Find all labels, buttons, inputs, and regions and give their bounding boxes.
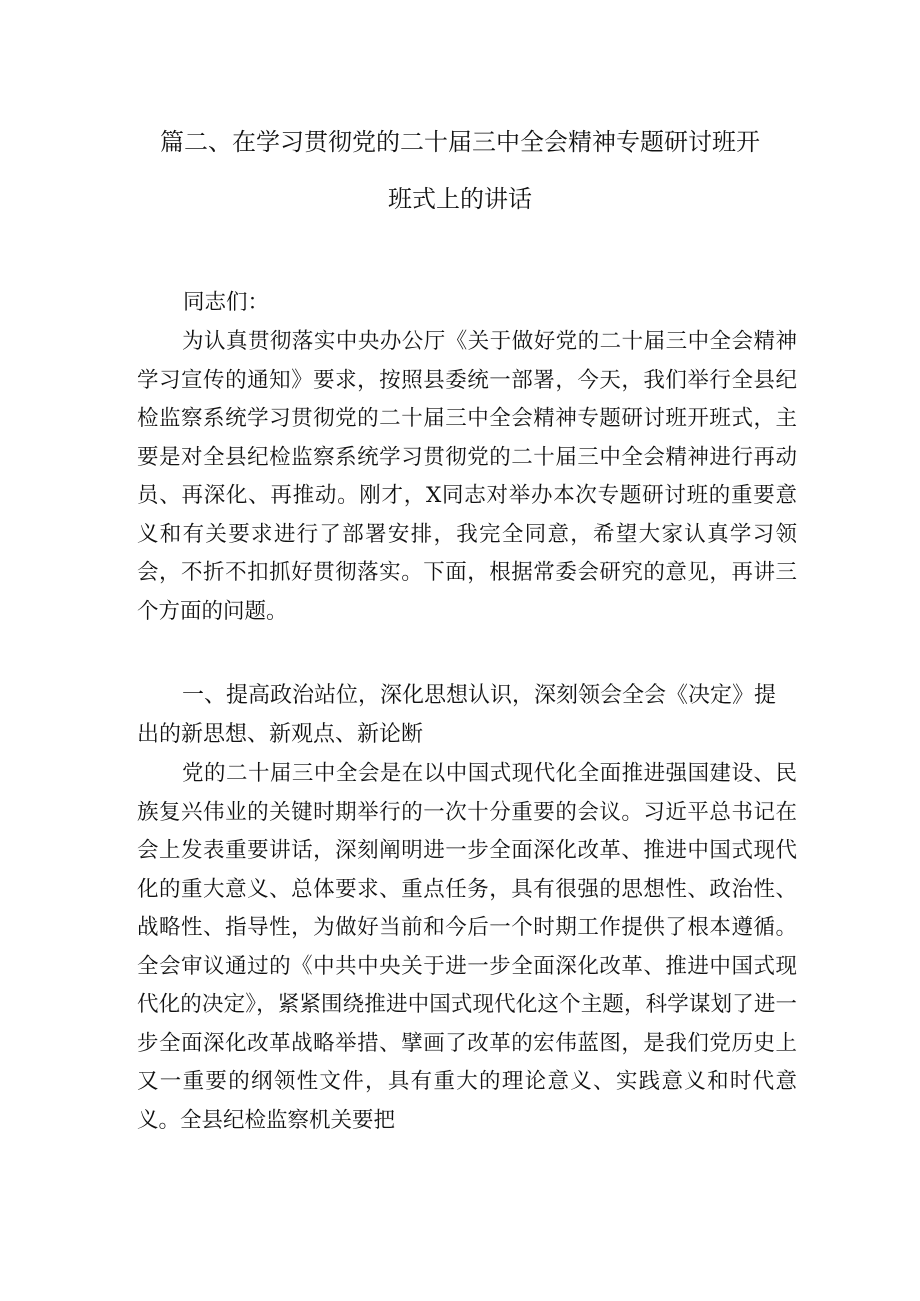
document-title-line-1: 篇二、在学习贯彻党的二十届三中全会精神专题研讨班开 bbox=[160, 128, 760, 156]
document-title-line-2: 班式上的讲话 bbox=[388, 185, 532, 213]
salutation: 同志们： bbox=[183, 290, 270, 315]
paragraph-intro bbox=[137, 323, 797, 631]
paragraph-intro-text: 为认真贯彻落实中央办公厅《关于做好党的二十届三中全会精神学习宣传的通知》要求，按照县委统一部署，今天，我们举行全县纪检监察系统学习贯彻党的二十届三中全会精神专题研讨班开班式，主要是对全县纪检监察系统学习贯彻党的二十届三中全会精神进行再动员、再深化、再推动。刚才，X同志对举办本次专题研讨班的重要意义和有关要求进行了部署安排，我完全同意，希望大家认真学习领会，不折不扣抓好贯彻落实。下面，根据常委会研究的意见，再讲三个方面的问题。 bbox=[137, 329, 797, 624]
section-heading-1: 一、提高政治站位，深化思想认识，深刻领会全会《决定》提出的新思想、新观点、新论断 bbox=[137, 683, 777, 747]
paragraph-section-1-text: 党的二十届三中全会是在以中国式现代化全面推进强国建设、民族复兴伟业的关键时期举行的一次十分重要的会议。习近平总书记在会上发表重要讲话，深刻阐明进一步全面深化改革、推进中国式现代化的重大意义、总体要求、重点任务，具有很强的思想性、政治性、战略性、指导性，为做好当前和今后一个时期工作提供了根本遵循。全会审议通过的《中共中央关于进一步全面深化改革、推进中国式现代化的决定》，紧紧围绕推进中国式现代化这个主题，科学谋划了进一步全面深化改革战略举措、擘画了改革的宏伟蓝图，是我们党历史上又一重要的纲领性文件，具有重大的理论意义、实践意义和时代意义。全县纪检监察机关要把 bbox=[137, 761, 797, 1133]
paragraph-section-1 bbox=[137, 755, 797, 1140]
